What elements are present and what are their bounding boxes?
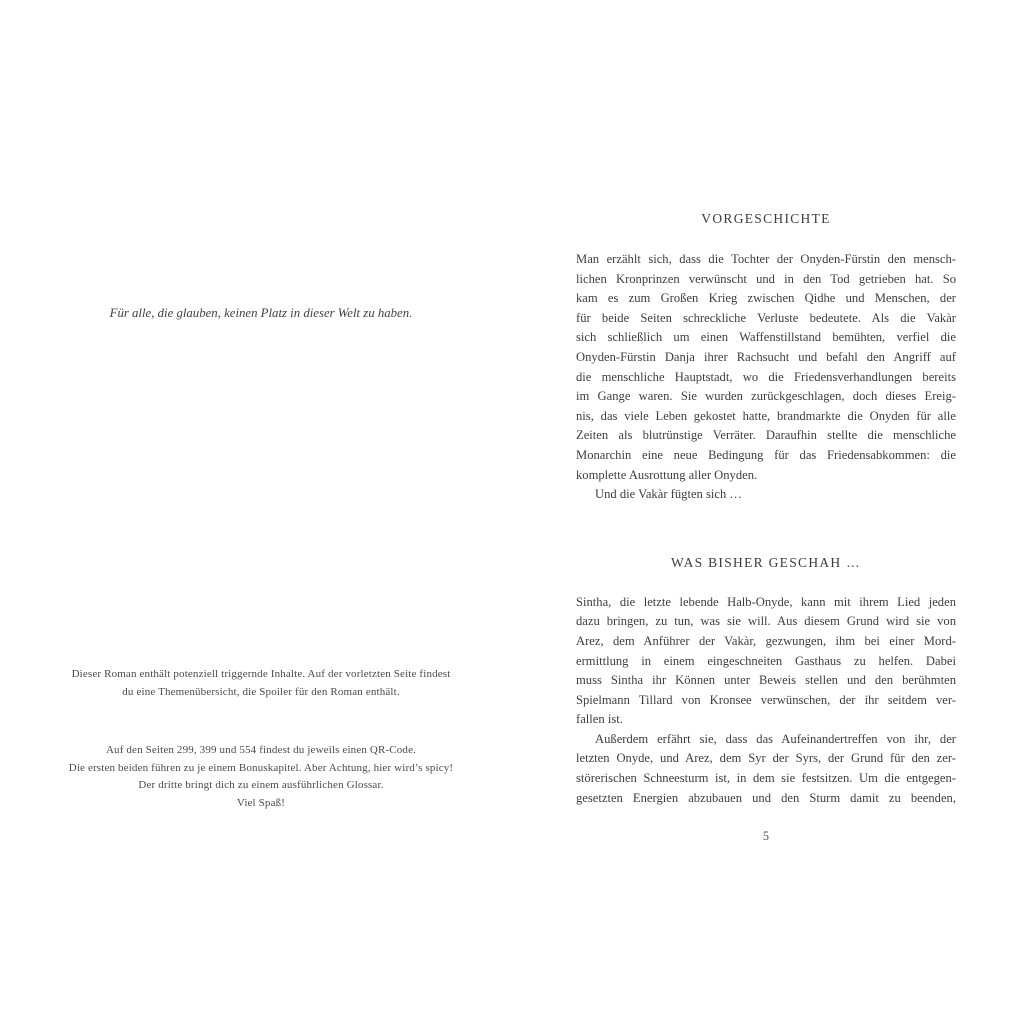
page-left bbox=[31, 0, 491, 1024]
text-line: Sintha, die letzte lebende Halb-Onyde, kann mit ihrem Lied jeden bbox=[576, 594, 956, 609]
text-line: Monarchin eine neue Bedingung für das Friedensabkommen: die bbox=[576, 447, 956, 462]
text-line: fallen ist. bbox=[576, 712, 623, 727]
text-line: lichen Kronprinzen verwünscht und in den Tod getrieben hat. So bbox=[576, 271, 956, 286]
section-heading-vorgeschichte: VORGESCHICHTE bbox=[701, 211, 831, 226]
text-line: Der dritte bringt dich zu einem ausführlichen Glossar. bbox=[138, 779, 384, 792]
text-line: du eine Themenübersicht, die Spoiler für den Roman enthält. bbox=[122, 686, 400, 698]
text-line: störerischen Schneesturm ist, in dem sie festsitzen. Um die entgegen- bbox=[576, 771, 956, 786]
text-line: Viel Spaß! bbox=[236, 797, 286, 810]
text-line: komplette Ausrottung aller Onyden. bbox=[576, 467, 758, 482]
text-line: muss Sintha ihr Können unter Beweis stellen und den berühmten bbox=[576, 673, 956, 688]
vorgeschichte-paragraph bbox=[576, 250, 956, 485]
text-line: für beide Seiten schreckliche Verluste bedeutete. Als die Vakàr bbox=[576, 310, 956, 325]
text-line: Zeiten als blutrünstige Verräter. Daraufhin stellte die menschliche bbox=[576, 428, 956, 443]
content-warning-note bbox=[31, 665, 491, 701]
text-line: Dieser Roman enthält potenziell triggernde Inhalte. Auf der vorletzten Seite findest bbox=[71, 668, 451, 680]
text-line: Außerdem erfährt sie, dass das Aufeinandertreffen von ihr, der bbox=[595, 731, 956, 746]
text-line: Arez, dem Anführer der Vakàr, gezwungen, ihm bei einer Mord- bbox=[576, 633, 956, 648]
text-line: kam es zum Großen Krieg zwischen Qidhe und Menschen, der bbox=[576, 291, 956, 306]
text-line: Spielmann Tillard von Kronsee verwünschen, der ihr seitdem ver- bbox=[576, 692, 956, 707]
text-line: letzten Onyde, und Arez, dem Syr der Syrs, der Grund für den zer- bbox=[576, 751, 956, 766]
text-line: dazu bringen, zu tun, was sie will. Aus diesem Grund wird sie von bbox=[576, 614, 956, 629]
vorgeschichte-closing-line bbox=[576, 485, 956, 505]
qr-code-note bbox=[31, 742, 491, 813]
geschah-paragraph-1 bbox=[576, 593, 956, 730]
text-line: gesetzten Energien abzubauen und den Sturm damit zu beenden, bbox=[576, 790, 956, 805]
text-line: ermittlung in einem eingeschneiten Gasthaus zu helfen. Dabei bbox=[576, 653, 956, 668]
text-line: Man erzählt sich, dass die Tochter der Onyden-Fürstin den mensch- bbox=[576, 252, 956, 266]
text-line: im Gange waren. Sie wurden zurückgeschlagen, doch dieses Ereig- bbox=[576, 389, 956, 404]
dedication-text: Für alle, die glauben, keinen Platz in dieser Welt zu haben. bbox=[109, 306, 413, 320]
text-line: Und die Vakàr fügten sich … bbox=[595, 487, 743, 502]
text-column bbox=[576, 209, 956, 808]
section-heading-was-bisher-geschah: WAS BISHER GESCHAH … bbox=[671, 554, 861, 570]
text-line: Onyden-Fürstin Danja ihrer Rachsucht und befahl den Angriff auf bbox=[576, 349, 956, 364]
text-line: Auf den Seiten 299, 399 und 554 findest du jeweils einen QR-Code. bbox=[105, 744, 417, 756]
text-line: die menschliche Hauptstadt, wo die Friedensverhandlungen bereits bbox=[576, 369, 956, 384]
text-line: nis, das viele Leben gekostet hatte, brandmarkte die Onyden für alle bbox=[576, 408, 956, 423]
page-number: 5 bbox=[762, 829, 770, 843]
geschah-paragraph-2 bbox=[576, 730, 956, 808]
text-line: sich schließlich um einen Waffenstillstand bemühten, verfiel die bbox=[576, 330, 956, 345]
page-right bbox=[576, 0, 956, 1024]
text-line: Die ersten beiden führen zu je einem Bonuskapitel. Aber Achtung, hier wird’s spicy! bbox=[68, 761, 454, 774]
